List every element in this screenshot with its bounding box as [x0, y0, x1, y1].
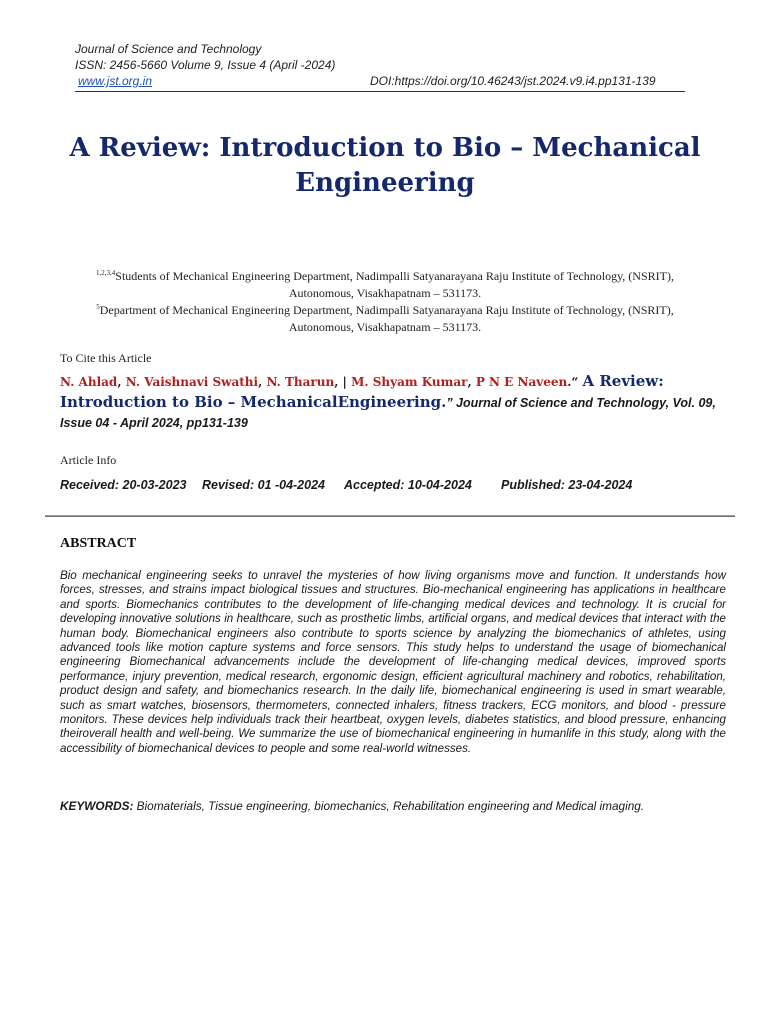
author-name: N. Tharun: [266, 375, 335, 389]
affiliation-1-line-1: Students of Mechanical Engineering Department, Nadimpalli Satyanarayana Raju Institute of Technology, (NSRIT),: [115, 269, 674, 283]
author-separator: ,: [117, 375, 126, 389]
affiliation-2-line-2: Autonomous, Visakhapatnam – 531173.: [288, 320, 482, 334]
cite-label: To Cite this Article: [60, 351, 152, 365]
cited-article-title: A Review: Introduction to Bio – MechanicalEngineering.: [60, 372, 664, 411]
published-date: Published: 23-04-2024: [501, 478, 633, 492]
keywords-label: KEYWORDS:: [60, 799, 134, 813]
journal-url-link[interactable]: www.jst.org.in: [78, 74, 153, 88]
section-divider: [45, 515, 735, 517]
doi-text: DOI:https://doi.org/10.46243/jst.2024.v9.i4.pp131-139: [370, 74, 656, 88]
citation-block: [60, 371, 730, 433]
article-info-label: Article Info: [60, 453, 117, 467]
abstract-text: Bio mechanical engineering seeks to unravel the mysteries of how living organisms move and function. It understands how forces, stresses, and strains impact biological tissues and structures. Bio-mechanical engineering has applications in healthcare and sports. Biomechanics contributes to the development of life-changing medical devices and technology. It is crucial for developing innovative solutions in healthcare, such as prosthetic limbs, artificial organs, and medical devices that interact with the human body. Biomechanical engineers also contribute to sports science by analyzing the biomechanics of athletes, using advanced tools like motion capture systems and force sensors. This study helps to understand the usage of biomechanical engineering Biomechanical advancements include the development of life-changing medical devices, improved sports performance, injury prevention, medical research, ergonomic design, efficient agricultural machinery and robotics, rehabilitation, product design and safety, and biomechanics research. In the daily life, biomechanical engineering is used in smart wearable, such as smart watches, biosensors, thermometers, connected inhalers, fitness trackers, ECG monitors, and blood - pressure monitors. These devices help individuals track their heartbeat, oxygen levels, diabetes statistics, and blood pressure, enhancing theiroverall health and well-being. We summarize the use of biomechanical engineering in humanlife in this study, along with the accessibility of biomechanical devices to people and some real-world witnesses.: [60, 569, 726, 755]
author-name: P N E Naveen: [475, 375, 568, 389]
affiliation-2-line-1: Department of Mechanical Engineering Department, Nadimpalli Satyanarayana Raju Institute of Technology, (NSRIT),: [99, 303, 674, 317]
author-separator: , |: [334, 375, 352, 389]
cited-journal-reference: ” Journal of Science and Technology, Vol. 09, Issue 04 - April 2024, pp131-139: [60, 396, 716, 430]
revised-date: Revised: 01 -04-2024: [202, 478, 325, 492]
header-divider: [75, 91, 685, 92]
quote-open: .“: [567, 375, 583, 389]
author-separator: ,: [258, 375, 267, 389]
keywords-text: Biomaterials, Tissue engineering, biomechanics, Rehabilitation engineering and Medical imaging.: [133, 799, 645, 813]
received-date: Received: 20-03-2023: [60, 478, 187, 492]
author-name: N. Ahlad: [60, 375, 118, 389]
accepted-date: Accepted: 10-04-2024: [344, 478, 472, 492]
affiliation-1-line-2: Autonomous, Visakhapatnam – 531173.: [288, 286, 482, 300]
affiliation-1-marker: 1,2,3,4: [96, 269, 116, 277]
paper-title: A Review: Introduction to Bio – Mechanical Engineering: [69, 133, 701, 198]
author-name: N. Vaishnavi Swathi: [125, 375, 259, 389]
affiliation-2-marker: 5: [96, 303, 100, 311]
affiliations: [60, 268, 710, 336]
issn-info: ISSN: 2456-5660 Volume 9, Issue 4 (April -2024): [75, 58, 336, 72]
journal-header: [75, 41, 695, 89]
author-separator: ,: [467, 375, 476, 389]
abstract-heading: ABSTRACT: [60, 536, 137, 551]
journal-name: Journal of Science and Technology: [75, 42, 262, 56]
keywords: [60, 798, 726, 814]
author-name: M. Shyam Kumar: [351, 375, 468, 389]
